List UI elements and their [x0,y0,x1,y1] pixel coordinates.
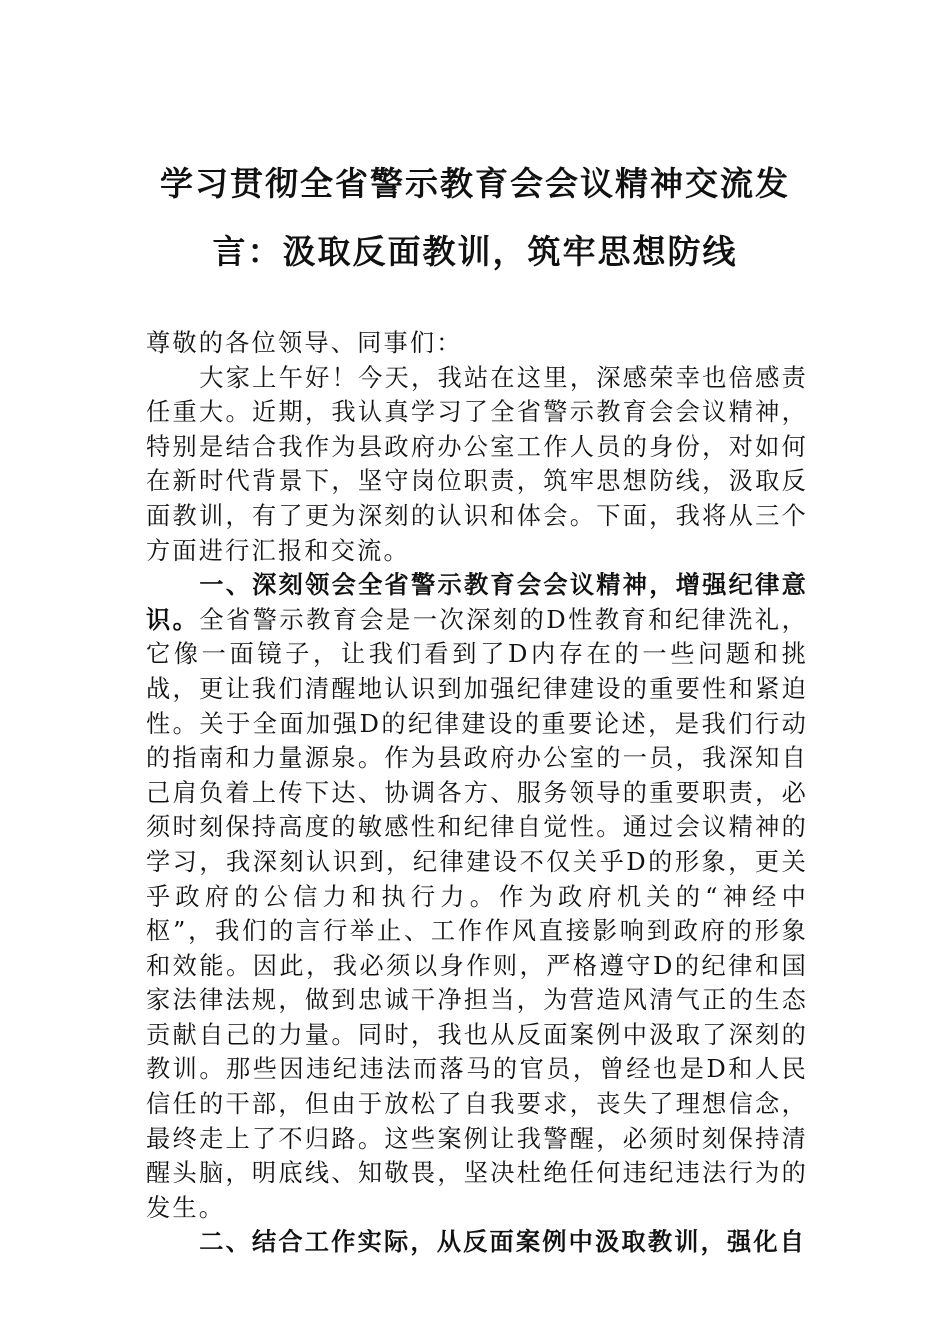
section-1-heading: 一、深刻领会全省警示教育会会议精神，增强纪律意识。 [146,571,808,634]
salutation: 尊敬的各位领导、同事们： [146,329,463,357]
section-1-body: 全省警示教育会是一次深刻的D性教育和纪律洗礼，它像一面镜子，让我们看到了D内存在的一些问题和挑战，更让我们清醒地认识到加强纪律建设的重要性和紧迫性。关于全面加强D的纪律建设的重要论述，是我们行动的指南和力量源泉。作为县政府办公室的一员，我深知自己肩负着上传下达、协调各方、服务领导的重要职责，必须时刻保持高度的敏感性和纪律自觉性。通过会议精神的学习，我深刻认识到，纪律建设不仅关乎D的形象，更关乎政府的公信力和执行力。作为政府机关的“神经中枢”，我们的言行举止、工作作风直接影响到政府的形象和效能。因此，我必须以身作则，严格遵守D的纪律和国家法律法规，做到忠诚干净担当，为营造风清气正的生态贡献自己的力量。同时，我也从反面案例中汲取了深刻的教训。那些因违纪违法而落马的官员，曾经也是D和人民信任的干部，但由于放松了自我要求，丧失了理想信念，最终走上了不归路。这些案例让我警醒，必须时刻保持清醒头脑，明底线、知敬畏，坚决杜绝任何违纪违法行为的发生。 [146,605,808,1222]
section-1-paragraph [146,568,808,1225]
document-title: 学习贯彻全省警示教育会会议精神交流发言：汲取反面教训，筑牢思想防线 [160,164,790,271]
opening-paragraph: 大家上午好！今天，我站在这里，深感荣幸也倍感责任重大。近期，我认真学习了全省警示教育会会议精神，特别是结合我作为县政府办公室工作人员的身份，对如何在新时代背景下，坚守岗位职责，筑牢思想防线，汲取反面教训，有了更为深刻的认识和体会。下面，我将从三个方面进行汇报和交流。 [146,363,808,565]
section-2-heading: 二、结合工作实际，从反面案例中汲取教训，强化自 [199,1228,807,1257]
document-body [146,326,808,1260]
section-2-paragraph [146,1225,808,1260]
